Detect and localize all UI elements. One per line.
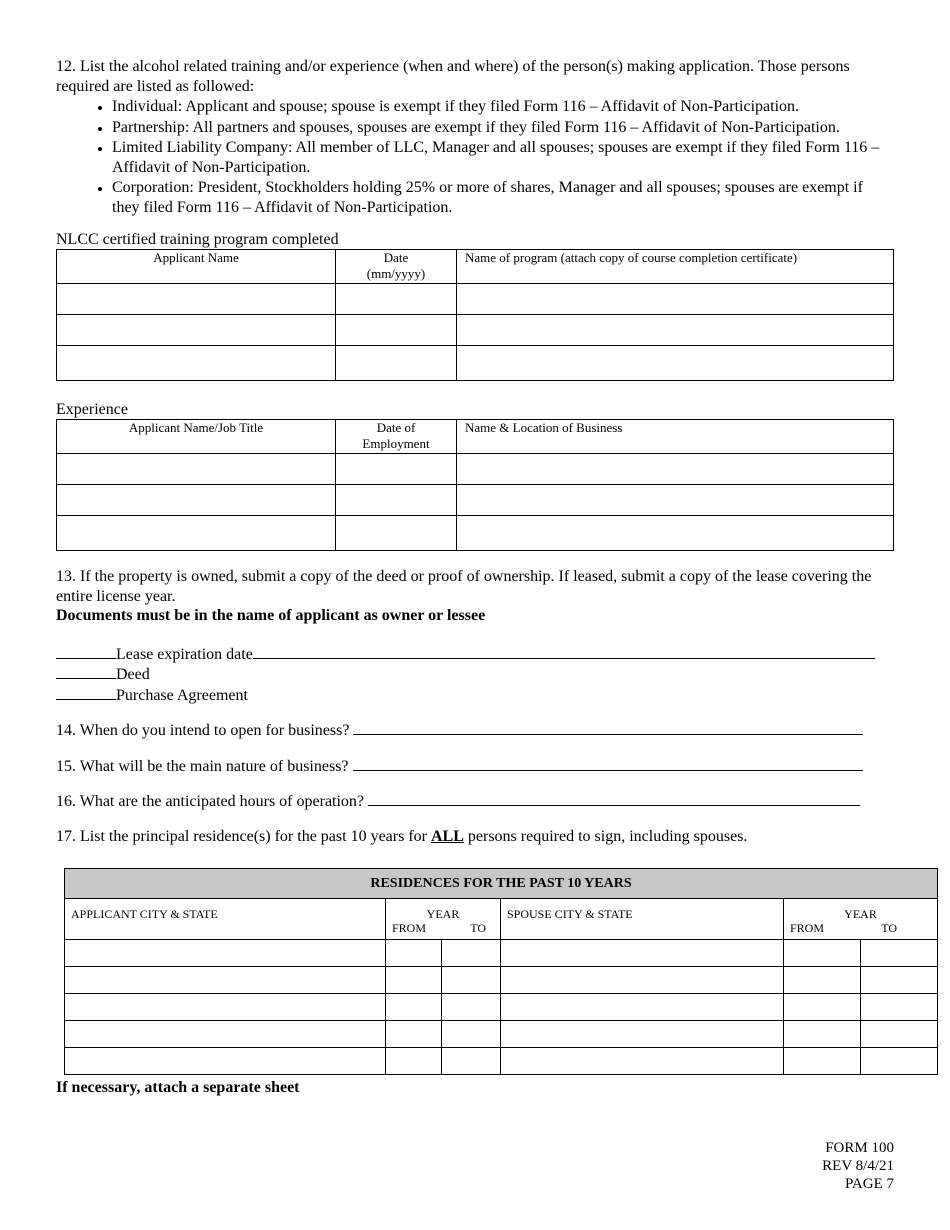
q12-bullet-list: [56, 97, 894, 217]
residences-col-spouse-year: [784, 899, 938, 940]
training-col-applicant-name: Applicant Name: [57, 250, 336, 284]
q14-input[interactable]: [353, 720, 863, 735]
spouse-year-label: YEAR: [844, 907, 877, 921]
q12-bullet-corporation: • Corporation: President, Stockholders holding 25% or more of shares, Manager and all spouses; spouses are exempt if they filed Form 116 – Affidavit of Non-Participation.: [112, 178, 894, 217]
res-cell[interactable]: [386, 940, 442, 967]
experience-col-applicant: Applicant Name/Job Title: [57, 420, 336, 454]
experience-header-row: [57, 420, 894, 454]
q17-emphasis: ALL: [430, 827, 464, 845]
form-page: [56, 57, 894, 846]
residences-table: [64, 868, 938, 1075]
table-row: [57, 284, 894, 315]
training-header-row: [57, 250, 894, 284]
training-cell[interactable]: [336, 284, 457, 315]
q16-input[interactable]: [368, 791, 860, 806]
res-cell[interactable]: [784, 994, 861, 1021]
res-cell[interactable]: [784, 967, 861, 994]
res-cell[interactable]: [442, 967, 501, 994]
res-cell[interactable]: [65, 994, 386, 1021]
res-cell[interactable]: [784, 1048, 861, 1075]
residences-header-row: [65, 899, 938, 940]
training-cell[interactable]: [57, 284, 336, 315]
applicant-to-label: TO: [470, 921, 486, 935]
experience-caption: Experience: [56, 401, 128, 418]
training-cell[interactable]: [457, 284, 894, 315]
residences-col-applicant: APPLICANT CITY & STATE: [65, 899, 386, 940]
res-cell[interactable]: [386, 1021, 442, 1048]
table-row: [65, 940, 938, 967]
option-purchase-label: Purchase Agreement: [116, 686, 248, 704]
q17-label-start: 17. List the principal residence(s) for the past 10 years for: [56, 827, 431, 845]
experience-cell[interactable]: [336, 454, 457, 485]
res-cell[interactable]: [501, 967, 784, 994]
table-row: [65, 967, 938, 994]
q15-input[interactable]: [353, 756, 863, 771]
res-cell[interactable]: [65, 940, 386, 967]
q14-line: [56, 720, 894, 741]
table-row: [65, 1021, 938, 1048]
training-col-date: [336, 250, 457, 284]
training-col-date-line1: Date: [383, 250, 409, 265]
res-cell[interactable]: [501, 994, 784, 1021]
table-row: [57, 346, 894, 381]
res-cell[interactable]: [442, 1048, 501, 1075]
q12-intro: 12. List the alcohol related training and/or experience (when and where) of the person(s) making application. Those persons required are listed as followed:: [56, 58, 850, 95]
q12-bullet-llc: • Limited Liability Company: All member of LLC, Manager and all spouses; spouses are exempt if they filed Form 116 – Affidavit of Non-Participation.: [112, 138, 894, 177]
experience-table: [56, 419, 894, 551]
lease-expiration-input[interactable]: [253, 644, 875, 659]
training-table: [56, 249, 894, 381]
residences-title: RESIDENCES FOR THE PAST 10 YEARS: [65, 869, 938, 899]
res-cell[interactable]: [442, 940, 501, 967]
form-number: FORM 100: [825, 1140, 894, 1156]
residences-col-applicant-year: [386, 899, 501, 940]
table-row: [65, 994, 938, 1021]
residences-col-spouse: SPOUSE CITY & STATE: [501, 899, 784, 940]
table-row: [57, 315, 894, 346]
training-cell[interactable]: [457, 315, 894, 346]
q16-line: [56, 791, 894, 812]
applicant-year-sub: [386, 921, 500, 935]
q13-text: 13. If the property is owned, submit a copy of the deed or proof of ownership. If leased, submit a copy of the lease covering the entire license year.: [56, 568, 872, 605]
q17-label-end: persons required to sign, including spouses.: [463, 827, 748, 845]
res-cell[interactable]: [861, 1048, 938, 1075]
res-cell[interactable]: [861, 967, 938, 994]
res-cell[interactable]: [861, 1021, 938, 1048]
option-deed: [56, 664, 894, 685]
training-cell[interactable]: [57, 346, 336, 381]
attach-sheet-note: If necessary, attach a separate sheet: [56, 1079, 300, 1096]
q13-options: [56, 644, 894, 706]
table-row: [57, 516, 894, 551]
training-col-date-line2: (mm/yyyy): [366, 266, 426, 281]
form-identifier: [822, 1139, 894, 1193]
form-revision: REV 8/4/21: [822, 1158, 894, 1174]
lease-check-blank[interactable]: [56, 644, 116, 659]
res-cell[interactable]: [65, 967, 386, 994]
q15-label: 15. What will be the main nature of business?: [56, 757, 349, 775]
applicant-year-label: YEAR: [426, 907, 460, 921]
res-cell[interactable]: [861, 940, 938, 967]
spouse-from-label: FROM: [790, 921, 825, 935]
experience-cell[interactable]: [457, 516, 894, 551]
purchase-check-blank[interactable]: [56, 685, 116, 700]
q12-bullet-individual: • Individual: Applicant and spouse; spouse is exempt if they filed Form 116 – Affidavit of Non-Participation.: [112, 97, 894, 117]
res-cell[interactable]: [784, 1021, 861, 1048]
training-cell[interactable]: [57, 315, 336, 346]
training-cell[interactable]: [457, 346, 894, 381]
experience-cell[interactable]: [57, 516, 336, 551]
res-cell[interactable]: [65, 1021, 386, 1048]
training-caption: NLCC certified training program completed: [56, 231, 339, 248]
res-cell[interactable]: [861, 994, 938, 1021]
res-cell[interactable]: [386, 967, 442, 994]
experience-col-business: Name & Location of Business: [457, 420, 894, 454]
q14-label: 14. When do you intend to open for business?: [56, 722, 350, 739]
experience-cell[interactable]: [57, 485, 336, 516]
residences-section: [64, 868, 938, 1075]
applicant-from-label: FROM: [392, 921, 427, 935]
res-cell[interactable]: [65, 1048, 386, 1075]
res-cell[interactable]: [501, 1021, 784, 1048]
experience-cell[interactable]: [336, 485, 457, 516]
q16-label: 16. What are the anticipated hours of operation?: [56, 793, 365, 810]
res-cell[interactable]: [501, 940, 784, 967]
experience-col-date-line1: Date of: [376, 420, 416, 435]
training-cell[interactable]: [336, 315, 457, 346]
option-lease-label: Lease expiration date: [116, 645, 253, 663]
experience-cell[interactable]: [336, 516, 457, 551]
res-cell[interactable]: [386, 994, 442, 1021]
experience-col-date-line2: Employment: [362, 436, 430, 451]
option-purchase: [56, 685, 894, 706]
table-row: [57, 485, 894, 516]
spouse-year-sub: [784, 921, 937, 935]
q17-line: [56, 827, 894, 847]
q12-bullet-partnership: • Partnership: All partners and spouses, spouses are exempt if they filed Form 116 – Affidavit of Non-Participation.: [112, 118, 894, 138]
residences-title-row: [65, 869, 938, 899]
training-cell[interactable]: [336, 346, 457, 381]
experience-cell[interactable]: [57, 454, 336, 485]
q15-line: [56, 756, 894, 777]
training-col-program: Name of program (attach copy of course completion certificate): [457, 250, 894, 284]
spouse-to-label: TO: [881, 921, 897, 935]
page-number: PAGE 7: [844, 1176, 894, 1192]
q13-bold-note: Documents must be in the name of applicant as owner or lessee: [56, 607, 486, 624]
option-deed-label: Deed: [116, 666, 150, 683]
res-cell[interactable]: [501, 1048, 784, 1075]
res-cell[interactable]: [442, 1021, 501, 1048]
deed-check-blank[interactable]: [56, 664, 116, 679]
experience-cell[interactable]: [457, 485, 894, 516]
experience-col-date: [336, 420, 457, 454]
res-cell[interactable]: [386, 1048, 442, 1075]
res-cell[interactable]: [784, 940, 861, 967]
table-row: [57, 454, 894, 485]
experience-cell[interactable]: [457, 454, 894, 485]
option-lease: [56, 644, 894, 665]
table-row: [65, 1048, 938, 1075]
res-cell[interactable]: [442, 994, 501, 1021]
